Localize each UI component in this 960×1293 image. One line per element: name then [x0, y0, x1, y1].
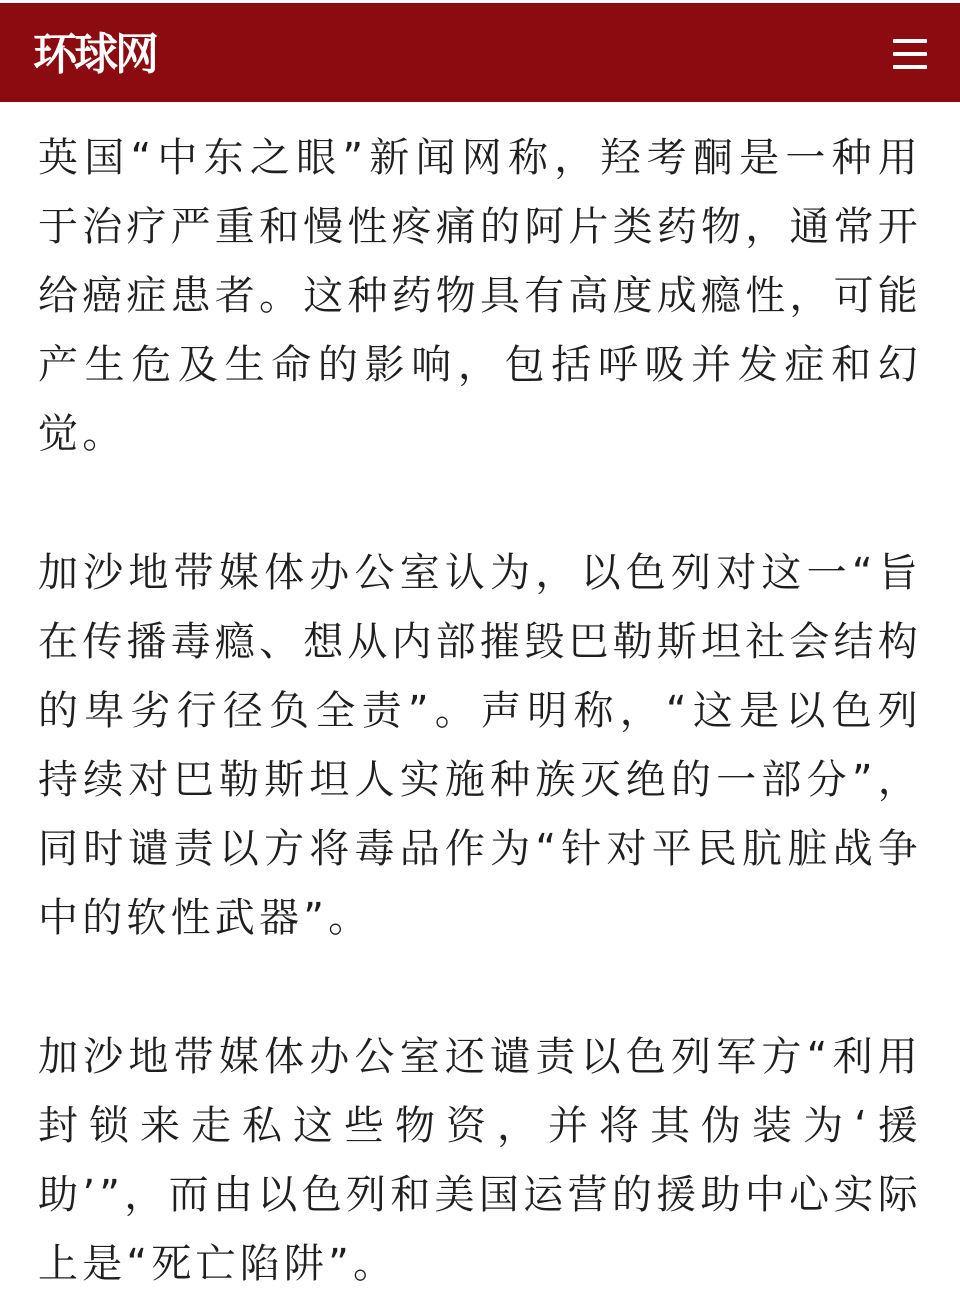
top-header-bar	[0, 0, 960, 102]
article-paragraph-1: 英国“中东之眼”新闻网称，羟考酮是一种用于治疗严重和慢性疼痛的阿片类药物，通常开给癌症患者。这种药物具有高度成瘾性，可能产生危及生命的影响，包括呼吸并发症和幻觉。	[38, 135, 922, 457]
article-body	[38, 124, 922, 1293]
article-paragraph-2: 加沙地带媒体办公室认为，以色列对这一“旨在传播毒瘾、想从内部摧毁巴勒斯坦社会结构的卑劣行径负全责”。声明称，“这是以色列持续对巴勒斯坦人实施种族灭绝的一部分”，同时谴责以方将毒品作为“针对平民肮脏战争中的软性武器”。	[38, 550, 922, 941]
article-paragraph-3: 加沙地带媒体办公室还谴责以色列军方“利用封锁来走私这些物资，并将其伪装为‘援助’”，而由以色列和美国运营的援助中心实际上是“死亡陷阱”。	[38, 1034, 922, 1287]
menu-button[interactable]	[887, 31, 935, 79]
site-logo[interactable]: 环球网	[33, 29, 156, 80]
